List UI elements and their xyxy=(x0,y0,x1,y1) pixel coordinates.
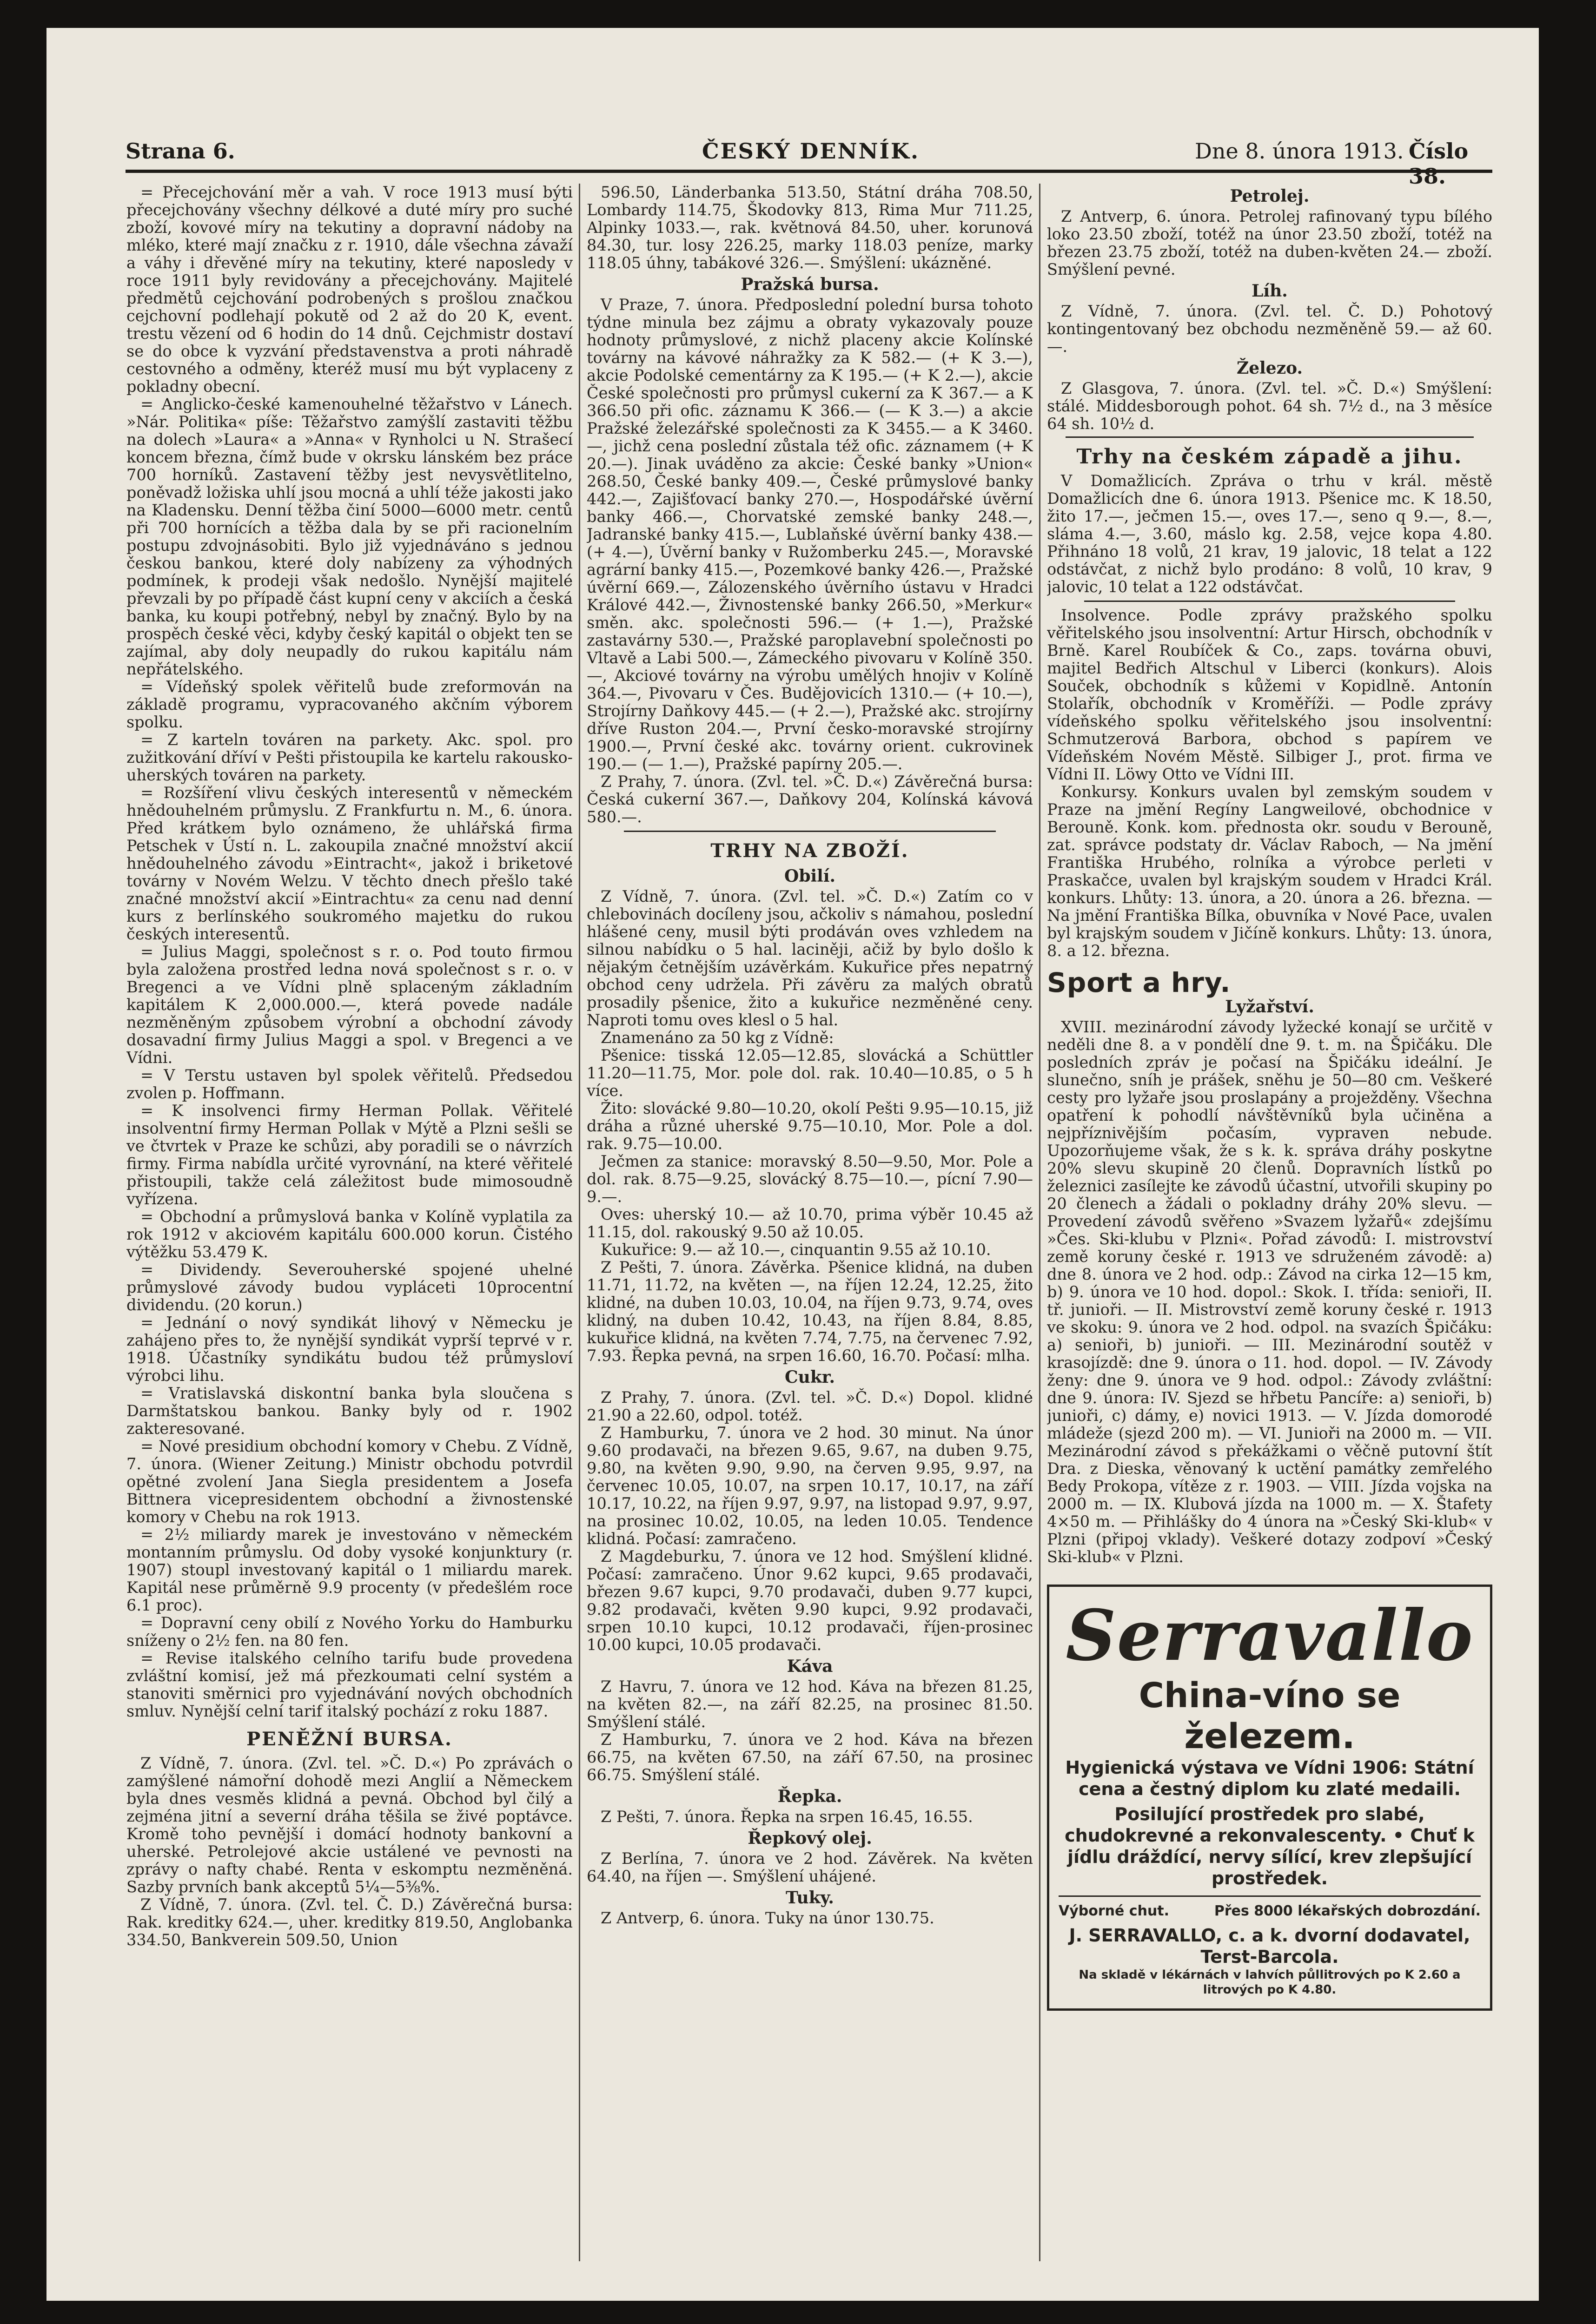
article: Z Pešti, 7. února. Řepka na srpen 16.45, 16.55. xyxy=(601,1808,973,1826)
subsection-heading: Cukr. xyxy=(785,1367,835,1387)
article: = Z karteln továren na parkety. Akc. spol. pro zužitkování dříví v Pešti přistoupila ke kartelu rakousko-uherských továren na parkety. xyxy=(126,731,573,784)
ad-footer-row xyxy=(1059,1895,1481,1920)
article: = Dividendy. Severouherské spojené uhelné průmyslové závody budou vypláceti 10procentní dividendu. (20 korun.) xyxy=(126,1261,573,1314)
ad-note: Na skladě v lékárnách v lahvích půllitrových po K 2.60 a litrových po K 4.80. xyxy=(1079,1968,1461,1997)
article: Konkursy. Konkurs uvalen byl zemským soudem v Praze na jmění Regíny Langweilové, obchodnice v Berouně. Konk. kom. přednosta okr. soudu v Berouně, zat. správce podstaty dr. Václav Raboch, — Na jmění Františka Hrubého, rolníka a výrobce perleti v Praskačce, uvalen byl krajským soudem v Hradci Král. konkurs. Lhůty: 13. února, a 20. února a 26. března. — Na jmění Františka Bílka, obuvníka v Nové Pace, uvalen byl krajským soudem v Jičíně konkurs. Lhůty: 13. února, 8. a 12. března. xyxy=(1047,783,1492,960)
section-heading: Trhy na českém západě a jihu. xyxy=(1076,445,1463,469)
article: Z Magdeburku, 7. února ve 12 hod. Smýšlení klidné. Počasí: zamračeno. Únor 9.62 kupci, 9.65 prodavači, březen 9.67 kupci, 9.70 prodavači, duben 9.77 kupci, 9.82 prodavači, květen 9.90 kupci, 9.92 prodavači, srpen 10.10 kupci, 10.12 prodavači, říjen-prosinec 10.00 kupci, 10.05 prodavači. xyxy=(587,1547,1033,1654)
article: Z Glasgova, 7. února. (Zvl. tel. »Č. D.«) Smýšlení: stálé. Middesborough pohot. 64 sh. 7½ d., na 3 měsíce 64 sh. 10½ d. xyxy=(1047,379,1492,433)
article: = Přecejchování měr a vah. V roce 1913 musí býti přecejchovány všechny délkové a duté míry pro suché zboží, kovové míry na tekutiny a dopravní nádoby na mléko, které mají značku z r. 1910, dále všechna závaží a váhy i dřevěné míry na tekutiny, které naposledy v roce 1911 byly revidovány a přecejchovány. Majitelé předmětů cejchování podrobených s prošlou značkou cejchovní podlehají pokutě od 2 až do 20 K, event. trestu vězení od 6 hodin do 14 dnů. Cejchmistr dostaví se do obce k vyzvání představenstva a proti náhradě cestovného a odměny, kteréž musí mu být vyplaceny z pokladny obecní. xyxy=(126,184,573,396)
article: = Vratislavská diskontní banka byla sloučena s Darmštatskou bankou. Banky byly od r. 1902 zakteresované. xyxy=(126,1384,573,1438)
article: Oves: uherský 10.— až 10.70, prima výběr 10.45 až 11.15, dol. rakouský 9.50 až 10.05. xyxy=(587,1205,1033,1241)
divider xyxy=(624,831,996,832)
article: = Vídeňský spolek věřitelů bude zreformován na základě programu, vypracovaného akčním výborem spolku. xyxy=(126,678,573,731)
article: = Revise italského celního tarifu bude provedena zvláštní komisí, jež má přezkoumati celní systém a stanoviti směrnici pro vyjednávání nových obchodních smluv. Nynější celní tarif italský pochází z roku 1887. xyxy=(126,1649,573,1720)
article: XVIII. mezinárodní závody lyžecké konají se určitě v neděli dne 8. a v pondělí dne 9. t. m. na Špičáku. Dle posledních zpráv je počasí na Špičáku ideální. Je slunečno, sníh je prášek, sněhu je 50—80 cm. Veškeré cesty pro lyžaře jsou proslapány a proježděny. Všechna opatření k pohodlí návštěvníků byla učiněna a nejpříznivějším počasím, vypraven nebude. Upozorňujeme však, že s k. k. správa dráhy poskytne 20% slevu skupině 20 členů. Dopravních lístků po železnici zasílejte ke závodů účastní, utvořili skupiny po 20 členech a žádali o pokladny dráhy 20% slevu. — Provedení závodů svěřeno »Svazem lyžařů« zdejšímu »Čes. Ski-klubu v Plzni«. Pořad závodů: I. mistrovství země koruny české r. 1913 ve sdruženém závodě: a) dne 8. února ve 2 hod. odp.: Závod na cirka 12—15 km, b) 9. února ve 10 hod. dopol.: Skok. I. třída: senioři, II. tř. junioři. — II. Mistrovství země koruny české r. 1913 ve skoku: 9. února ve 2 hod. odpol. na svazích Špičáku: a) senioři, b) junioři. — III. Mezinárodní soutěž v krasojízdě: dne 9. února o 11. hod. dopol. — IV. Závody ženy: dne 9. února ve 9 hod. odpol.: Závody zvláštní: dne 9. února: IV. Sjezd se hřbetu Pancíře: a) senioři, b) junioři, c) dámy, e) novici 1913. — V. Jízda domorodé mládeže (sjezd 200 m). — VI. Junioři na 2000 m. — VII. Mezinárodní závod s překážkami o věčně putovní štít Dra. z Dieska, věnovaný k uctění památky zemřelého Bedy Prokopa, vítěze z r. 1903. — VIII. Jízda vojska na 2000 m. — IX. Klubová jízda na 1000 m. — X. Štafety 4×50 m. — Přihlášky do 4 února na »Český Ski-klub« v Plzni (připoj vklady). Veškeré dotazy zodpoví »Český Ski-klub« v Plzni. xyxy=(1047,1018,1492,1566)
article: = Obchodní a průmyslová banka v Kolíně vyplatila za rok 1912 v akciovém kapitálu 600.000 korun. Čistého výtěžku 53.479 K. xyxy=(126,1208,573,1261)
article: = Dopravní ceny obilí z Nového Yorku do Hamburku sníženy o 2½ fen. na 80 fen. xyxy=(126,1614,573,1650)
article: V Domažlicích. Zpráva o trhu v král. městě Domažlicích dne 6. února 1913. Pšenice mc. K 18.50, žito 17.—, ječmen 15.—, oves 17.—, seno q 9.—, 8.—, sláma 4.—, 3.60, máslo kg. 2.58, vejce kopa 4.80. Přihnáno 18 volů, 21 krav, 19 jalovic, 18 telat a 122 odstávčat, z nichž bylo prodáno: 8 volů, 10 krav, 9 jalovic, 10 telat a 122 odstávčat. xyxy=(1047,472,1492,596)
article: Z Pešti, 7. února. Závěrka. Pšenice klidná, na duben 11.71, 11.72, na květen —, na říjen 12.24, 12.25, žito klidné, na duben 10.03, 10.04, na říjen 9.73, 9.74, oves klidný, na duben 10.42, 10.43, na říjen 8.84, 8.85, kukuřice klidná, na květen 7.74, 7.75, na červenec 7.92, 7.93. Řepka pevná, na srpen 16.60, 16.70. Počasí: mlha. xyxy=(587,1258,1033,1365)
page-number: Strana 6. xyxy=(126,139,235,164)
article: Ječmen za stanice: moravský 8.50—9.50, Mor. Pole a dol. rak. 8.75—9.25, slovácký 8.75—10.—, pícní 7.90—9.—. xyxy=(587,1152,1033,1206)
article: Z Vídně, 7. února. (Zvl. tel. »Č. D.«) Po zprávách o zamýšlené námořní dohodě mezi Anglií a Německem byla dnes vesměs klidná a pevná. Obchod byl čilý a zejména jitní a severní dráha těšila se živé poptávce. Kromě toho pevnější i domácí hodnoty bankovní a uherské. Petrolejové akcie ustálené ve pevnosti na zprávy o nafty chabé. Renta v eskomptu nezměněná. Sazby prvních bank akceptů 5¼—5⅜%. xyxy=(126,1754,573,1896)
article: Z Prahy, 7. února. (Zvl. tel. »Č. D.«) Závěrečná bursa: Česká cukerní 367.—, Daňkovy 204, Kolínská kávová 580.—. xyxy=(587,772,1033,826)
subsection-heading: Tuky. xyxy=(786,1888,834,1908)
column-rule xyxy=(579,184,580,2261)
column-3 xyxy=(1047,184,1492,2261)
article: Z Vídně, 7. února. (Zvl. tel. »Č. D.«) Zatím co v chlebovinách docíleny jsou, ačkoliv s námahou, poslední hlášené ceny, musil býti prodáván oves vzhledem na silnou nabídku o 5 hal. laciněji, ačiž by bylo došlo k nějakým četnějším uzávěrkám. Kukuřice přes nepatrný obchod ceny udržela. Při závěru za malých obratů prosadily pšenice, žito a kukuřice nezměněné ceny. Naproti tomu oves klesl o 5 hal. xyxy=(587,887,1033,1029)
article: = Nové presidium obchodní komory v Chebu. Z Vídně, 7. února. (Wiener Zeitung.) Ministr obchodu potvrdil opětné zvolení Jana Siegla presidentem a Josefa Bittnera vicepresidentem obchodní a živnostenské komory v Chebu na rok 1913. xyxy=(126,1437,573,1526)
article: V Praze, 7. února. Předposlední polední bursa tohoto týdne minula bez zájmu a obraty vykazovaly pouze hodnoty průmyslové, z nichž placeny akcie Kolínské továrny na kávové náhražky za K 582.— (+ K 3.—), akcie Podolské cementárny za K 195.— (+ K 2.—), akcie České společnosti pro průmysl cukerní za K 367.— a K 366.50 při ofic. záznamu K 366.— (— K 3.—) a akcie Pražské železářské společnosti za K 3455.— a K 3460.—, jichž cena poslední zůstala též ofic. záznamem (+ K 20.—). Jinak uváděno za akcie: České banky »Union« 268.50, České banky 409.—, České průmyslové banky 442.—, Zajišťovací banky 270.—, Hospodářské úvěrní banky 466.—, Chorvatské zemské banky 248.—, Jadranské banky 415.—, Lublaňské úvěrní banky 438.— (+ 4.—), Úvěrní banky v Ružomberku 245.—, Moravské agrární banky 415.—, Pozemkové banky 426.—, Pražské úvěrní 669.—, Zálozenského úvěrního ústavu v Hradci Králové 442.—, Živnostenské banky 266.50, »Merkur« směn. akc. společnosti 596.— (+ 1.—), Pražské zastavárny 530.—, Pražské paroplavební společnosti po Vltavě a Labi 500.—, Zámeckého pivovaru v Kolíně 350.—, Akciové továrny na výrobu umělých hnojiv v Kolíně 364.—, Pivovaru v Čes. Budějovicích 1310.— (+ 10.—), Strojírny Daňkovy 445.— (+ 2.—), Pražské akc. strojírny dříve Ruston 204.—, První česko-moravské strojírny 1900.—, První české akc. továrny orient. cukrovinek 190.— (— 1.—), Pražské papírny 205.—. xyxy=(587,296,1033,773)
ad-brand-logo: Serravallo xyxy=(1066,1595,1474,1677)
ad-right: Přes 8000 lékařských dobrozdání. xyxy=(1214,1903,1481,1919)
article: = K insolvenci firmy Herman Pollak. Věřitelé insolventní firmy Herman Pollak v Mýtě a Plzni sešli se ve čtvrtek v Praze ke schůzi, aby poradili se o návrzích firmy. Firma nabídla určité vyrovnání, na které věřitelé přistoupili, takže celá záležitost bude mimosoudně vyřízena. xyxy=(126,1102,573,1208)
ad-line: Posilující prostředek pro slabé, chudokrevné a rekonvalescenty. • Chuť k jídlu dráždící, nervy sílící, krev zlepšující prostředek. xyxy=(1065,1804,1475,1888)
divider xyxy=(1084,601,1455,602)
section-heading: TRHY NA ZBOŽÍ. xyxy=(710,840,909,862)
subsection-heading: Petrolej. xyxy=(1230,186,1310,206)
ad-product: China-víno se železem. xyxy=(1139,1676,1401,1756)
article: = Anglicko-české kamenouhelné těžařstvo v Lánech. »Nár. Politika« píše: Těžařstvo zamýšlí zastaviti těžbu na dolech »Laura« a »Anna« v Rynholci u N. Strašecí koncem března, čímž bude v okrsku lánském bez práce 700 horníků. Zastavení těžby jest nevysvětlitelno, poněvadž ložiska uhlí jsou mocná a uhlí téže jakosti jako na Kladensku. Denní těžba činí 5000—6000 metr. centů při 700 hornících a těžba dala by se při racionelním postupu zdvojnásobiti. Bylo již vyjednáváno s jednou českou bankou, které doly nabízeny za výhodných podmínek, k prodeji však nedošlo. Nynější majitelé převzali by po případě část kupní ceny v akciích a česká banka, ku koupi potřebný, nebyl by značný. Bylo by na prospěch české věci, kdyby český kapitál o objekt ten se zajímal, aby doly neupadly do rukou kapitálu nám nepřátelského. xyxy=(126,395,573,678)
article: = 2½ miliardy marek je investováno v německém montanním průmyslu. Od doby vysoké konjunktury (r. 1907) stoupl investovaný kapitál o 1 miliardu marek. Kapitál nese průměrně 9.9 procenty (v předešlém roce 6.1 proc). xyxy=(126,1525,573,1614)
issue-number: Číslo 38. xyxy=(1409,139,1469,189)
section-heading: Pražská bursa. xyxy=(741,275,879,294)
advertisement xyxy=(1047,1585,1492,2011)
article: = Jednání o nový syndikát lihový v Německu je zahájeno přes to, že nynější syndikát vyprší teprvé v r. 1918. Účastníky syndikátu budou též průmysloví výrobci lihu. xyxy=(126,1314,573,1385)
ad-line: Hygienická výstava ve Vídni 1906: Státní cena a čestný diplom ku zlaté medaili. xyxy=(1065,1757,1474,1799)
article: Z Havru, 7. února ve 12 hod. Káva na březen 81.25, na květen 82.—, na září 82.25, na prosinec 81.50. Smýšlení stálé. xyxy=(587,1677,1033,1731)
subsection-heading: Řepkový olej. xyxy=(748,1829,872,1848)
article: Žito: slovácké 9.80—10.20, okolí Pešti 9.95—10.15, již dráha a různé uherské 9.75—10.10, Mor. Pole a dol. rak. 9.75—10.00. xyxy=(587,1099,1033,1153)
subsection-heading: Obilí. xyxy=(784,866,836,886)
column-1 xyxy=(126,184,573,2261)
article: Z Berlína, 7. února ve 2 hod. Závěrek. Na květen 64.40, na říjen —. Smýšlení uhájené. xyxy=(587,1849,1033,1885)
article: Insolvence. Podle zprávy pražského spolku věřitelského jsou insolventní: Artur Hirsch, obchodník v Brně. Karel Roubíček & Co., zaps. továrna obuvi, majitel Bedřich Altschul v Liberci (konkurs). Alois Souček, obchodník s kůžemi v Kopidlně. Antonín Stolařík, obchodník v Kroměříži. — Podle zprávy vídeňského spolku věřitelského jsou insolventní: Schmutzerová Barbora, obchod s papírem ve Vídeňském Novém Městě. Silbiger J., prot. firma ve Vídni II. Löwy Otto ve Vídni III. xyxy=(1047,606,1492,783)
article: = Julius Maggi, společnost s r. o. Pod touto firmou byla založena prostřed ledna nová společnost s r. o. v Bregenci a ve Vídni plně splaceným základním kapitálem K 2,000.000.—, která povede nadále nezměněným způsobem výrobní a obchodní závody dosavadní firmy Julius Maggi a spol. v Bregenci a ve Vídni. xyxy=(126,943,573,1067)
article: Z Hamburku, 7. února ve 2 hod. Káva na březen 66.75, na květen 67.50, na září 67.50, na prosinec 66.75. Smýšlení stálé. xyxy=(587,1730,1033,1784)
subsection-heading: Železo. xyxy=(1236,358,1303,378)
column-rule xyxy=(1039,184,1040,2261)
divider xyxy=(1066,436,1474,438)
newspaper-title: ČESKÝ DENNÍK. xyxy=(702,139,920,164)
ad-maker: J. SERRAVALLO, c. a k. dvorní dodavatel, Terst-Barcola. xyxy=(1069,1925,1470,1967)
subsection-heading: Lyžařství. xyxy=(1225,997,1314,1017)
article: Z Antverp, 6. února. Petrolej rafinovaný typu bílého loko 23.50 zboží, totéž na únor 23.50 zboží, totéž na březen 23.75 zboží, totéž na duben-květen 24.— zboží. Smýšlení pevné. xyxy=(1047,207,1492,278)
issue-date: Dne 8. února 1913. xyxy=(1195,139,1404,164)
ad-left: Výborné chut. xyxy=(1059,1903,1170,1919)
subsection-heading: Káva xyxy=(787,1657,833,1676)
article: 596.50, Länderbanka 513.50, Státní dráha 708.50, Lombardy 114.75, Škodovky 813, Rima Mur 711.25, Alpinky 1033.—, rak. květnová 84.50, uher. korunová 84.30, tur. losy 226.25, marky 118.03 peníze, marky 118.05 úhny, tabákové 326.—. Smýšlení: ukázněné. xyxy=(587,184,1033,272)
article: = Rozšíření vlivu českých interesentů v německém hnědouhelném průmyslu. Z Frankfurtu n. M., 6. února. Před krátkem bylo oznámeno, že uhlářská firma Petschek v Ústí n. L. zakoupila značné množství akcií hnědouhelného závodu »Eintracht«, jakož i briketové továrny v Novém Welzu. V těchto dnech přešlo také značné množství akcií »Eintrachtu« za cenu nad denní kurs z berlínského soukromého majetku do rukou českých interesentů. xyxy=(126,784,573,943)
article: Z Vídně, 7. února. (Zvl. tel. Č. D.) Závěrečná bursa: Rak. kreditky 624.—, uher. kreditky 819.50, Anglobanka 334.50, Bankverein 509.50, Union xyxy=(126,1895,573,1949)
subsection-heading: Líh. xyxy=(1252,281,1288,301)
article: Z Vídně, 7. února. (Zvl. tel. Č. D.) Pohotový kontingentovaný bez obchodu nezměněně 59.— až 60.—. xyxy=(1047,302,1492,356)
column-2 xyxy=(587,184,1033,2261)
article: Kukuřice: 9.— až 10.—, cinquantin 9.55 až 10.10. xyxy=(601,1241,991,1259)
section-heading: PENĚŽNÍ BURSA. xyxy=(246,1728,453,1750)
article: Z Prahy, 7. února. (Zvl. tel. »Č. D.«) Dopol. klidné 21.90 a 22.60, odpol. totéž. xyxy=(587,1388,1033,1424)
article: Znamenáno za 50 kg z Vídně: xyxy=(601,1029,834,1047)
sport-heading: Sport a hry. xyxy=(1047,967,1231,998)
article: Z Hamburku, 7. února ve 2 hod. 30 minut. Na únor 9.60 prodavači, na březen 9.65, 9.67, na duben 9.75, 9.80, na květen 9.90, 9.90, na červen 9.95, 9.97, na červenec 10.05, 10.07, na srpen 10.17, 10.17, na září 10.17, 10.22, na říjen 9.97, 9.97, na listopad 9.97, 9.97, na prosinec 10.02, 10.05, na leden 10.05. Tendence klidná. Počasí: zamračeno. xyxy=(587,1424,1033,1548)
page-header xyxy=(126,135,1492,189)
article: = V Terstu ustaven byl spolek věřitelů. Předsedou zvolen p. Hoffmann. xyxy=(126,1066,573,1102)
subsection-heading: Řepka. xyxy=(777,1787,842,1806)
article: Z Antverp, 6. února. Tuky na únor 130.75. xyxy=(601,1909,934,1927)
article: Pšenice: tisská 12.05—12.85, slovácká a Schüttler 11.20—11.75, Mor. pole dol. rak. 10.40—10.85, o 5 h více. xyxy=(587,1046,1033,1100)
